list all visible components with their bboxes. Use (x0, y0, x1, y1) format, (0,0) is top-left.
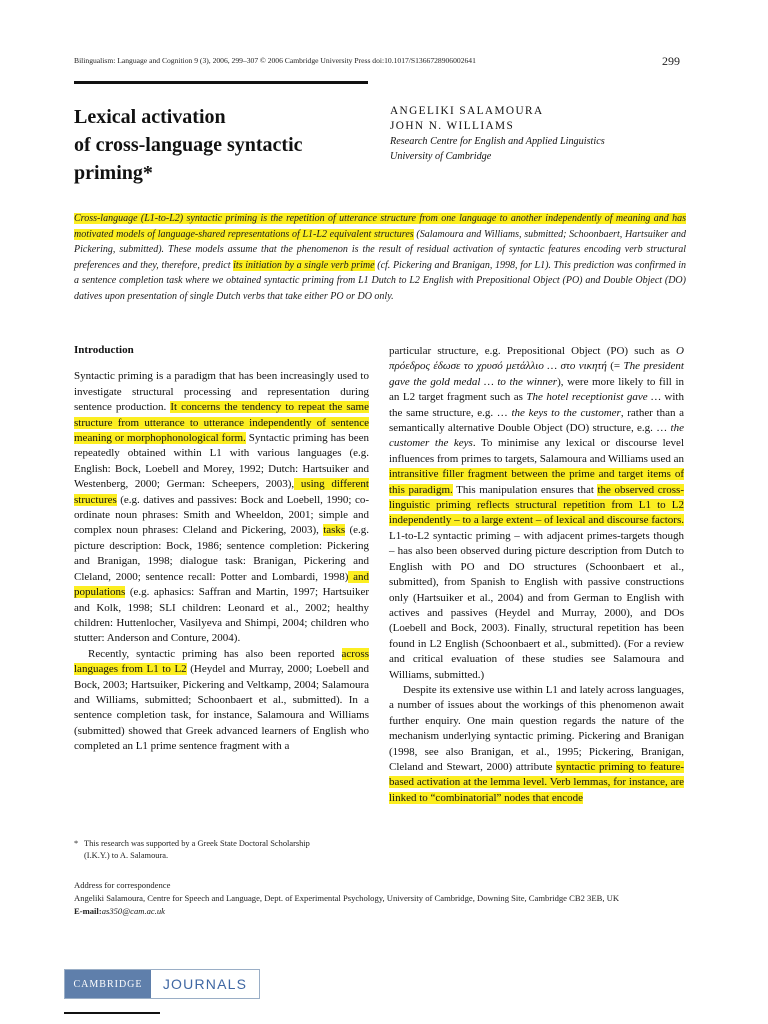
footnote-mark: * (74, 839, 79, 848)
email-address[interactable]: as350@cam.ac.uk (101, 906, 165, 916)
italic-example: the keys to the customer (511, 406, 621, 419)
body-text: . To minimise any lexical or discourse level influences from primes to targets, Salamoura and Williams used an (389, 437, 684, 465)
abstract-highlight: Cross-language (L1-to-L2) syntactic priming is the repetition of utterance structure from one language to another independently of meaning and has motivated models of language-shared representations of L1-L2 equivalent structures (74, 213, 686, 240)
text-highlight: syntactic priming to feature-based activation at the lemma level. Verb lemmas, for instance, are linked to “combinatorial” nodes that encode (389, 760, 684, 804)
logo-cambridge-text: CAMBRIDGE (65, 970, 151, 998)
body-text: ), were more likely to fill in an L2 target fragment such as (389, 375, 684, 404)
address-heading: Address for correspondence (74, 880, 171, 890)
italic-example: the customer the keys (389, 422, 684, 450)
text-highlight: using different structures (74, 478, 369, 506)
right-column (389, 344, 684, 806)
footer-rule (64, 1012, 160, 1014)
abstract-text: (cf. Pickering and Branigan, 1998, for L1). This prediction was confirmed in a sentence completion task where we obtained syntactic priming from L1 Dutch to L2 English with Prepositional Object (PO) and Double Object (DO) datives upon presentation of single Dutch verbs that take either PO or DO only. (74, 259, 687, 302)
body-text: Syntactic priming has been repeatedly obtained within L1 with various languages (e.g. English: Bock, Loebell and Morey, 1992; Dutch: Hartsuiker and Westenberg, 2000; German: Scheepers, 2003), (74, 432, 369, 491)
affiliation-line: Research Centre for English and Applied Linguistics (390, 136, 605, 147)
header-rule (74, 81, 368, 84)
text-highlight: It concerns the tendency to repeat the same structure from utterance to utterance independently of sentence meaning or morphophonological form. (74, 401, 369, 445)
logo-journals-text: JOURNALS (151, 970, 259, 998)
title-line: Lexical activation (74, 106, 226, 128)
body-paragraph (74, 647, 369, 755)
body-paragraph (74, 369, 369, 646)
italic-example: The hotel receptionist gave … (526, 391, 661, 404)
title-line: priming* (74, 162, 153, 184)
footnote-line (74, 838, 374, 850)
footnote (74, 838, 374, 862)
email-line (74, 905, 686, 918)
address-body: Angeliki Salamoura, Centre for Speech and Language, Dept. of Experimental Psychology, University of Cambridge, Downing Site, Cambridge CB2 3EB, UK (74, 893, 620, 903)
affiliation-line: University of Cambridge (390, 151, 492, 162)
body-paragraph (389, 344, 684, 683)
body-text: (Heydel and Murray, 2000; Loebell and Bock, 2003; Hartsuiker, Pickering and Veltkamp, 2004; Salamoura and Williams, submitted; Schoonbaert et al., submitted). In a sentence completion task, for instance, Salamoura and Williams (submitted) showed that Greek advanced learners of English who completed an L1 prime sentence fragment with a (74, 663, 369, 753)
article-title (74, 103, 374, 187)
abstract-text: (Salamoura and Williams, submitted; Schoonbaert, Hartsuiker and Pickering, submitted). These models assume that the phenomenon is the result of residual activation of syntactic features encoding verb structural preferences and they, therefore, predict (74, 228, 686, 271)
section-heading-introduction: Introduction (74, 344, 134, 356)
cambridge-journals-logo (64, 969, 260, 999)
abstract (74, 211, 686, 304)
footnote-line: (I.K.Y.) to A. Salamoura. (84, 851, 169, 860)
text-highlight: and populations (74, 570, 369, 599)
text-highlight: intransitive filler fragment between the prime and target items of this paradigm. (389, 468, 684, 496)
body-text: (e.g. picture description: Bock, 1986; sentence completion: Pickering and Branigan, 1998; dialogue task: Branigan, Pickering and Cleland, 2000; sentence recall: Potter and Lombardi, 1998) (74, 524, 369, 583)
text-highlight: tasks (323, 524, 346, 537)
email-label: E-mail: (74, 906, 102, 916)
body-text: This manipulation ensures that (452, 483, 598, 496)
body-text: Despite its extensive use within L1 and lately across languages, a number of issues about the workings of this phenomenon await further enquiry. One main question regards the nature of the mechanism underlying syntactic priming. Pickering and Branigan (1998, see also Branigan, et al., 1995; Pickering, Branigan, Cleland and Stewart, 2000) attribute (389, 683, 684, 773)
body-text: Recently, syntactic priming has also been reported (88, 647, 342, 660)
author-block (390, 104, 710, 164)
abstract-highlight: its initiation by a single verb prime (233, 259, 375, 271)
running-head: Bilingualism: Language and Cognition 9 (3), 2006, 299–307 © 2006 Cambridge University Press doi:10.1017/S1366728906002641 (74, 56, 476, 65)
body-paragraph (389, 683, 684, 806)
body-text: with the same structure, e.g. … (389, 391, 684, 419)
body-text: (= (606, 360, 624, 373)
body-text: L1-to-L2 syntactic priming – with adjacent primes-targets though – has also been observed during picture description from Dutch to English with PO and DO structures (Schoonbaert et al., submitted), from Spanish to English with passive constructions only (Hartsuiker et al., 2004) and from German to English with actives and passives (Heydel and Murray, 2000), and DOs (Loebell and Bock, 2003). Finally, structural repetition has been found in L2 English (Schoonbaert et al., submitted). (For a review and critical evaluation of these studies see Salamoura and Williams, submitted.) (389, 529, 684, 681)
author-name: JOHN N. WILLIAMS (390, 120, 515, 132)
title-line: of cross-language syntactic (74, 134, 303, 156)
footnote-text: This research was supported by a Greek State Doctoral Scholarship (84, 839, 310, 848)
body-text: , rather than a semantically alternative Double Object (DO) structure, e.g. … (389, 406, 685, 435)
left-column (74, 343, 369, 755)
body-text: (e.g. datives and passives: Bock and Loebell, 1990; co-ordinate noun phrases: Smith and Wheeldon, 2001; simple and complex noun phrases: Cleland and Pickering, 2003), (74, 493, 369, 537)
body-text: Syntactic priming is a paradigm that has been increasingly used to investigate structural processing and representation during sentence production. (74, 370, 369, 414)
author-name: ANGELIKI SALAMOURA (390, 105, 544, 117)
body-text: (e.g. aphasics: Saffran and Martin, 1997; Hartsuiker and Kolk, 1998; SLI children: Leonard et al., 2002; healthy children: Huttenlocher, Vasilyeva and Shimpi, 2004; children who stutter: Anderson and Conture, 2004). (74, 586, 369, 645)
body-text: particular structure, e.g. Prepositional Object (PO) such as (389, 345, 677, 357)
page-number: 299 (662, 54, 680, 68)
italic-example: The president gave the gold medal … to the winner (389, 360, 684, 388)
text-highlight: the observed cross-linguistic priming reflects structural repetition from L1 to L2 independently – to a large extent – of lexical and discourse factors. (389, 483, 684, 527)
correspondence-address (74, 879, 686, 918)
text-highlight: across languages from L1 to L2 (74, 647, 369, 676)
greek-example: Ο πρόεδρος έδωσε το χρυσό μετάλλιο … στο νικητή (389, 345, 684, 373)
